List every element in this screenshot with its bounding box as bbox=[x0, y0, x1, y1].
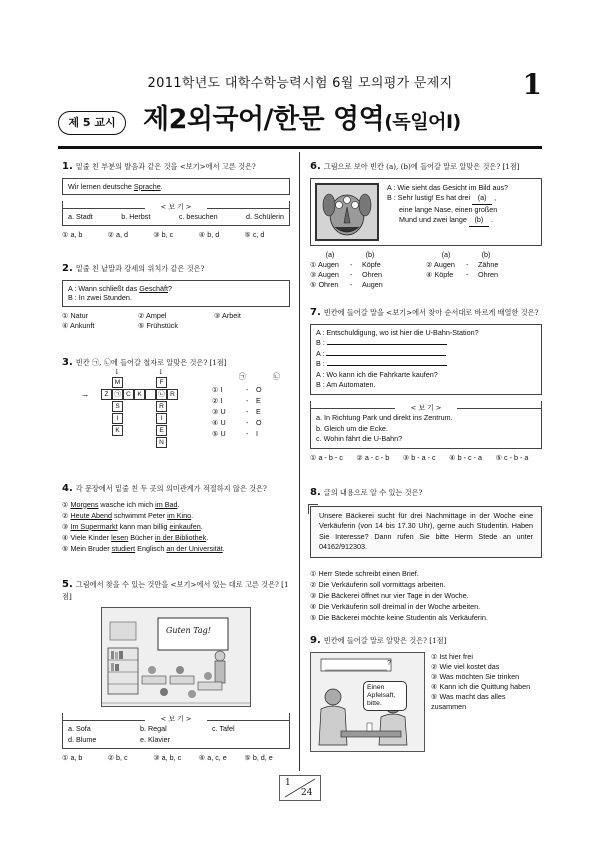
notice-text: Unsere Bäckerei sucht für drei Nachmittage in der Woche eine Verkäuferin (von 14 bis 17.30 Uhr), gerne auch Studentin. Haben Sie Interesse? Dann rufen Sie bitte Herrn Stede an unter 04162/912303. bbox=[319, 510, 533, 551]
answer-option[interactable]: ④ Ankunft bbox=[62, 320, 95, 330]
answer-options bbox=[62, 753, 290, 763]
answer-option[interactable]: ② Wie viel kostet das bbox=[431, 661, 500, 671]
answer-option[interactable]: ② a, d bbox=[107, 230, 129, 240]
current-page: 1 bbox=[285, 778, 291, 788]
bogi-item: c. Tafel bbox=[212, 724, 235, 734]
answer-options bbox=[425, 652, 542, 752]
underlined-phrase: lesen bbox=[111, 532, 129, 542]
answer-option[interactable] bbox=[62, 521, 290, 532]
question-number: 5. bbox=[62, 579, 73, 590]
option-text: wasche ich mich bbox=[98, 499, 156, 509]
option-text: ② bbox=[62, 510, 71, 520]
question-prompt: 밑줄 친 부분의 발음과 같은 것을 <보기>에서 고른 것은? bbox=[75, 162, 256, 171]
dialog-line: eine lange Nase, einen großen bbox=[399, 204, 498, 214]
grid-cell: F bbox=[156, 377, 167, 388]
dialog-line: Mund und zwei lange (b) . bbox=[387, 215, 508, 227]
exam-title: 2011학년도 대학수학능력시험 6월 모의평가 문제지 bbox=[147, 76, 453, 91]
option-header bbox=[426, 250, 542, 260]
question-prompt: 각 문장에서 밑줄 친 두 곳의 의미관계가 적절하지 않은 것은? bbox=[75, 484, 267, 493]
answer-option[interactable]: ③ a, b, c bbox=[153, 752, 182, 762]
grid-cell: S bbox=[112, 401, 123, 412]
answer-option[interactable]: ⑤ Was macht das alles zusammen bbox=[431, 691, 506, 711]
answer-option[interactable]: ⑤ c, d bbox=[244, 230, 265, 240]
answer-option[interactable] bbox=[62, 499, 290, 510]
answer-options bbox=[310, 250, 542, 290]
answer-option[interactable] bbox=[62, 532, 290, 543]
option-a: ④ Köpfe bbox=[426, 269, 454, 279]
option-a: ⑤ Ohren bbox=[310, 279, 339, 289]
blank-a: (a) bbox=[472, 193, 492, 205]
question-prompt: 글의 내용으로 알 수 있는 것은? bbox=[323, 488, 423, 497]
bogi-item: a. Sofa bbox=[68, 724, 91, 734]
blackboard-text: Guten Tag! bbox=[166, 626, 212, 636]
speaker: B : bbox=[316, 359, 325, 368]
answer-option[interactable]: ② b, c bbox=[107, 752, 128, 762]
option-a: ③ Augen bbox=[310, 269, 339, 279]
question-prompt: 빈칸에 들어갈 말을 <보기>에서 찾아 순서대로 바르게 배열한 것은? bbox=[323, 308, 539, 317]
answer-option[interactable]: ⑤ b, d, e bbox=[244, 752, 273, 762]
dialog-line bbox=[316, 349, 536, 360]
answer-option[interactable]: ⑤ Frühstück bbox=[138, 320, 178, 330]
question-number: 8. bbox=[310, 487, 321, 498]
answer-blank bbox=[327, 344, 447, 345]
grid-cell: R bbox=[167, 389, 178, 400]
answer-option[interactable]: ① a - b - c bbox=[310, 452, 343, 462]
option-b: Ohren bbox=[362, 269, 382, 279]
sentence-text: Wir lernen deutsche bbox=[68, 181, 134, 191]
option-b: Ohren bbox=[478, 269, 498, 279]
question-number: 4. bbox=[62, 483, 73, 494]
dialog-line: B : Am Automaten. bbox=[316, 380, 376, 389]
notice-box bbox=[310, 506, 542, 558]
grid-cell: I bbox=[156, 413, 167, 424]
bogi-item: b. Herbst bbox=[121, 212, 151, 222]
question-2 bbox=[62, 262, 290, 330]
speaker: A : bbox=[316, 348, 325, 358]
option-text: . bbox=[191, 510, 194, 520]
question-number: 6. bbox=[310, 161, 321, 172]
answer-option[interactable]: ① a, b bbox=[62, 230, 83, 240]
bogi-item: a. Stadt bbox=[68, 212, 93, 222]
grid-cell: I bbox=[112, 413, 123, 424]
face-picture bbox=[315, 183, 379, 241]
answer-option[interactable] bbox=[62, 510, 290, 521]
speech-bubble-answer: Einen Apfelsaft, bitte. bbox=[363, 681, 407, 711]
question-6 bbox=[310, 160, 542, 290]
page-number: 1 bbox=[522, 68, 542, 101]
dialog-box bbox=[310, 324, 542, 395]
answer-option[interactable]: ① a, b bbox=[62, 752, 83, 762]
bogi-item: c. Wohin fährt die U-Bahn? bbox=[316, 434, 403, 443]
option-b: Zähne bbox=[478, 259, 499, 269]
dialog-line: B : In zwei Stunden. bbox=[68, 293, 132, 303]
column-head: ㉡ bbox=[272, 372, 280, 381]
sentence-box bbox=[62, 178, 290, 196]
option-text: . bbox=[177, 499, 180, 509]
option-text: . bbox=[200, 521, 203, 531]
classroom-illustration bbox=[101, 607, 251, 707]
question-number: 3. bbox=[62, 357, 73, 368]
bogi-label: < 보 기 > bbox=[68, 203, 284, 212]
option-a: ④ U bbox=[212, 417, 226, 427]
answer-option[interactable]: ② Ampel bbox=[138, 310, 167, 320]
option-a: ⑤ U bbox=[212, 428, 226, 438]
answer-option[interactable]: ④ Köpfe - Ohren bbox=[426, 269, 498, 279]
grid-cell-blank-1: ㉠ bbox=[112, 389, 123, 400]
picture-dialog-box bbox=[310, 178, 542, 246]
answer-option[interactable]: ① Natur bbox=[62, 310, 89, 320]
option-a: ① Augen bbox=[310, 259, 339, 269]
answer-options bbox=[62, 230, 290, 240]
option-text: ⑤ Mein Bruder bbox=[62, 543, 112, 553]
answer-option[interactable]: ⑤ Die Bäckerei möchte keine Studentin als Verkäuferin. bbox=[310, 612, 488, 622]
answer-option[interactable]: ④ U - O bbox=[212, 417, 262, 427]
question-number: 1. bbox=[62, 161, 73, 172]
dialog-text: Mund und zwei lange bbox=[399, 215, 467, 224]
answer-table bbox=[212, 372, 292, 439]
answer-options bbox=[62, 311, 290, 330]
option-text: Englisch bbox=[135, 543, 167, 553]
underlined-phrase: Im Supermarkt bbox=[70, 521, 118, 531]
option-b: Köpfe bbox=[362, 259, 381, 269]
answer-option[interactable]: ① Augen - Köpfe bbox=[310, 259, 381, 269]
footer-page-indicator bbox=[279, 775, 321, 801]
cafe-illustration bbox=[310, 652, 425, 752]
answer-option[interactable]: ③ Arbeit bbox=[214, 310, 241, 320]
answer-option[interactable] bbox=[62, 543, 290, 554]
grid-cell: K bbox=[112, 425, 123, 436]
option-b: I bbox=[256, 428, 258, 438]
answer-option[interactable]: ③ Augen - Ohren bbox=[310, 269, 382, 279]
grid-cell: R bbox=[156, 401, 167, 412]
bogi-item: d. Schülerin bbox=[246, 212, 284, 222]
option-a: ③ U bbox=[212, 406, 226, 416]
down-arrow-icon: ↓ bbox=[158, 368, 164, 376]
option-text: schwimmt Peter bbox=[112, 510, 168, 520]
answer-blank bbox=[326, 355, 446, 356]
answer-option[interactable]: ③ Was möchten Sie trinken bbox=[431, 671, 520, 681]
question-5 bbox=[62, 578, 290, 763]
subject-title bbox=[143, 102, 461, 138]
option-text: . bbox=[206, 532, 209, 542]
answer-option[interactable]: ④ b - c - a bbox=[449, 452, 482, 462]
dialog-line: B : Sehr lustig! Es hat drei (a) , bbox=[387, 193, 508, 205]
option-b: E bbox=[256, 406, 261, 416]
option-text: ① bbox=[62, 499, 71, 509]
question-prompt: 빈칸에 들어갈 말로 알맞은 것은? [1점] bbox=[323, 636, 447, 645]
question-number: 9. bbox=[310, 635, 321, 646]
dialog-line: A : Entschuldigung, wo ist hier die U-Bahn-Station? bbox=[316, 327, 479, 337]
option-b: Augen bbox=[362, 279, 383, 289]
option-text: ④ Viele Kinder bbox=[62, 532, 112, 542]
option-b: E bbox=[256, 395, 261, 405]
question-prompt: 그림으로 보아 빈칸 (a), (b)에 들어갈 말로 알맞은 것은? [1점] bbox=[323, 162, 520, 171]
answer-option[interactable]: ② I - E bbox=[212, 395, 261, 405]
underlined-phrase: im Bad bbox=[155, 499, 178, 509]
grid-cell: E bbox=[156, 425, 167, 436]
answer-option[interactable]: ④ Kann ich die Quittung haben bbox=[431, 681, 531, 691]
answer-option[interactable]: ③ Die Bäckerei öffnet nur vier Tage in der Woche. bbox=[310, 590, 469, 600]
answer-option[interactable]: ⑤ c - b - a bbox=[495, 452, 529, 462]
underlined-word: Sprache bbox=[133, 181, 161, 191]
option-text: kann man billig bbox=[117, 521, 170, 531]
question-number: 7. bbox=[310, 307, 321, 318]
answer-option[interactable]: ④ b, d bbox=[198, 230, 220, 240]
grid-cell: Z bbox=[101, 389, 112, 400]
funny-face-drawing bbox=[317, 185, 377, 239]
bogi-box bbox=[62, 201, 290, 226]
column-divider bbox=[299, 152, 300, 771]
answer-option[interactable]: ① Herr Stede schreibt einen Brief. bbox=[310, 568, 419, 578]
dialog-line: A : Wie sieht das Gesicht im Bild aus? bbox=[387, 182, 509, 192]
underlined-phrase: in der Bibliothek bbox=[155, 532, 207, 542]
option-a: ② I bbox=[212, 395, 223, 405]
answer-option[interactable]: ② Augen - Zähne bbox=[426, 259, 499, 269]
option-text: Bücher bbox=[128, 532, 156, 542]
option-b: O bbox=[256, 384, 262, 394]
question-7 bbox=[310, 306, 542, 462]
bogi-box bbox=[62, 713, 290, 749]
bogi-item: b. Gleich um die Ecke. bbox=[316, 423, 388, 433]
option-text: ③ bbox=[62, 521, 71, 531]
answer-option[interactable]: ③ b, c bbox=[153, 230, 174, 240]
question-prompt: 그림에서 찾을 수 있는 것만을 <보기>에서 있는 대로 고른 것은? [1점] bbox=[62, 580, 289, 601]
question-9 bbox=[310, 634, 542, 752]
header-rule bbox=[58, 146, 542, 149]
option-a: ① I bbox=[212, 384, 223, 394]
underlined-phrase: Heute Abend bbox=[70, 510, 113, 520]
answer-option[interactable]: ④ Die Verkäuferin soll dreimal in der Woche arbeiten. bbox=[310, 601, 481, 611]
answer-option[interactable]: ① I - O bbox=[212, 384, 262, 394]
bogi-box bbox=[310, 401, 542, 449]
dialog-text: B : Sehr lustig! Es hat drei bbox=[387, 193, 471, 202]
blank-b: (b) bbox=[469, 215, 489, 227]
subject-main: 제2외국어/한문 영역 bbox=[143, 104, 385, 135]
dialog-box bbox=[62, 280, 290, 307]
question-prompt: 빈칸 ㉠, ㉡에 들어갈 철자로 알맞은 것은? [1점] bbox=[75, 358, 227, 367]
crossword-grid bbox=[82, 368, 202, 478]
grid-cell: M bbox=[112, 377, 123, 388]
speaker: B : bbox=[316, 338, 325, 347]
column-head: (b) bbox=[481, 249, 491, 259]
column-head: (a) bbox=[441, 249, 451, 259]
bogi-item: d. Blume bbox=[68, 735, 97, 745]
option-a: ② Augen bbox=[426, 259, 455, 269]
question-3 bbox=[62, 356, 290, 476]
classroom-drawing bbox=[102, 608, 251, 707]
down-arrow-icon: ↓ bbox=[114, 368, 120, 376]
dialog-line bbox=[316, 338, 536, 349]
underlined-word: Geschäft bbox=[139, 283, 169, 293]
question-1 bbox=[62, 160, 290, 240]
grid-cell: C bbox=[123, 389, 134, 400]
option-header bbox=[310, 250, 426, 260]
answer-option[interactable]: ③ U - E bbox=[212, 406, 261, 416]
subject-sub: (독일어Ⅰ) bbox=[384, 111, 461, 133]
answer-option[interactable]: ⑤ Ohren - Augen bbox=[310, 279, 383, 289]
bogi-item: e. Klavier bbox=[140, 735, 170, 745]
cafe-scene bbox=[310, 652, 542, 752]
bogi-item: a. In Richtung Park und direkt ins Zentrum. bbox=[316, 413, 453, 422]
dialog-line: A : Wo kann ich die Fahrkarte kaufen? bbox=[316, 369, 438, 379]
question-number: 2. bbox=[62, 263, 73, 274]
answer-option[interactable]: ④ a, c, e bbox=[198, 752, 227, 762]
column-head: (b) bbox=[365, 249, 375, 259]
underlined-phrase: studiert bbox=[111, 543, 136, 553]
option-text: . bbox=[222, 543, 225, 553]
answer-option[interactable]: ③ b - a - c bbox=[402, 452, 436, 462]
option-b: O bbox=[256, 417, 262, 427]
underlined-phrase: Morgens bbox=[70, 499, 99, 509]
answer-options bbox=[310, 568, 542, 623]
bogi-item: c. besuchen bbox=[178, 212, 218, 222]
column-head: (a) bbox=[325, 249, 335, 259]
dialog-line: A : Wann schließt das Geschäft? bbox=[68, 283, 173, 293]
question-8 bbox=[310, 486, 542, 623]
underlined-phrase: im Kino bbox=[167, 510, 192, 520]
underlined-phrase: einkaufen bbox=[169, 521, 201, 531]
answer-blank bbox=[327, 365, 447, 366]
speech-bubble-question: ? bbox=[387, 659, 391, 667]
dialog bbox=[379, 183, 508, 241]
answer-options bbox=[62, 499, 290, 554]
corner-ornament bbox=[308, 504, 318, 514]
answer-option[interactable]: ② Die Verkäuferin soll vormittags arbeiten. bbox=[310, 579, 446, 589]
dialog-line bbox=[316, 359, 536, 370]
answer-option[interactable]: ② a - c - b bbox=[356, 452, 390, 462]
column-head: ㉠ bbox=[238, 372, 246, 381]
answer-option[interactable]: ⑤ U - I bbox=[212, 428, 258, 438]
grid-cell-blank-2: ㉡ bbox=[156, 389, 167, 400]
grid-cell bbox=[145, 389, 156, 400]
total-pages: 24 bbox=[301, 788, 313, 798]
bogi-item: b. Regal bbox=[140, 724, 167, 734]
grid-cell: N bbox=[156, 437, 167, 448]
answer-options bbox=[310, 453, 542, 463]
right-arrow-icon: → bbox=[82, 392, 88, 400]
question-4 bbox=[62, 482, 290, 554]
underlined-phrase: an der Universität bbox=[166, 543, 223, 553]
bogi-label: < 보 기 > bbox=[68, 715, 284, 724]
grid-cell: K bbox=[134, 389, 145, 400]
answer-option[interactable]: ① Ist hier frei bbox=[431, 651, 473, 661]
bogi-label: < 보 기 > bbox=[316, 403, 536, 414]
session-badge: 제 5 교시 bbox=[58, 111, 126, 135]
sentence-end: . bbox=[160, 181, 163, 191]
question-prompt: 밑줄 친 낱말과 강세의 위치가 같은 것은? bbox=[75, 264, 205, 273]
